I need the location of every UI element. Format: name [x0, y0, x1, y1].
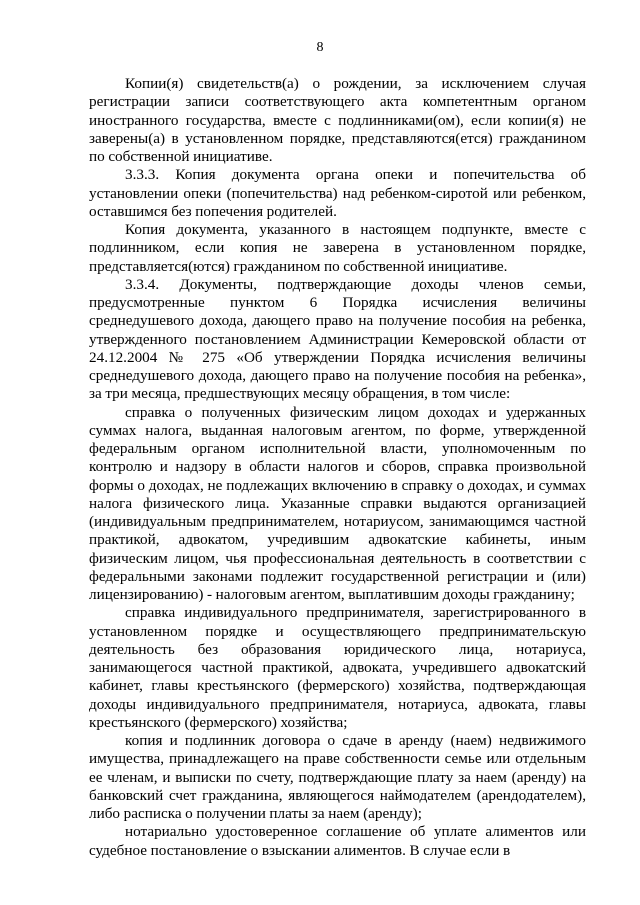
paragraph-income-certificate: справка о полученных физическим лицом доходах и удержанных суммах налога, выданная налоговым агентом, по форме, утвержденной федеральным органом исполнительной власти, уполномоченным по контролю и надзору в области налогов и сборов, справка произвольной формы о доходах, не подлежащих включению в справку о доходах, и суммах налога физического лица. Указанные справки выдаются организацией (индивидуальным предпринимателем, нотариусом, занимающимся частной практикой, адвокатом, учредившим адвокатские кабинеты, иным физическим лицом, чья профессиональная деятельность в соответствии с федеральными законами подлежит государственной регистрации и (или) лицензированию) - налоговым агентом, выплатившим доходы гражданину;	[89, 403, 586, 603]
paragraph-birth-certificates: Копии(я) свидетельств(а) о рождении, за исключением случая регистрации записи соответствующего акта компетентным органом иностранного государства, вместе с подлинниками(ом), если копии(я) не заверены(а) в установленном порядке, представляются(ется) гражданином по собственной инициативе.	[89, 75, 586, 165]
paragraph-entrepreneur-certificate: справка индивидуального предпринимателя, зарегистрированного в установленном порядке и осуществляющего предпринимательскую деятельность без образования юридического лица, нотариуса, занимающегося частной практикой, адвоката, учредившего адвокатский кабинет, главы крестьянского (фермерского) хозяйства, подтверждающая доходы индивидуального предпринимателя, нотариуса, адвоката, главы крестьянского (фермерского) хозяйства;	[89, 604, 586, 731]
paragraph-guardianship-copy: Копия документа, указанного в настоящем подпункте, вместе с подлинником, если копия не заверена в установленном порядке, представляется(ются) гражданином по собственной инициативе.	[89, 221, 586, 275]
document-body	[89, 75, 586, 860]
paragraph-3-3-3: 3.3.3. Копия документа органа опеки и попечительства об установлении опеки (попечительства) над ребенком-сиротой или ребенком, оставшимся без попечения родителей.	[89, 166, 586, 220]
paragraph-3-3-4: 3.3.4. Документы, подтверждающие доходы членов семьи, предусмотренные пунктом 6 Порядка исчисления величины среднедушевого дохода, дающего право на получение пособия на ребенка, утвержденного постановлением Администрации Кемеровской области от 24.12.2004 № 275 «Об утверждении Порядка исчисления величины среднедушевого дохода, дающего право на получение пособия на ребенка», за три месяца, предшествующих месяцу обращения, в том числе:	[89, 275, 586, 403]
paragraph-alimony-agreement: нотариально удостоверенное соглашение об уплате алиментов или судебное постановление о взыскании алиментов. В случае если в	[89, 823, 586, 859]
paragraph-rental-contract: копия и подлинник договора о сдаче в аренду (наем) недвижимого имущества, принадлежащего на праве собственности семье или отдельным ее членам, и выписки по счету, подтверждающие плату за наем (аренду) на банковский счет гражданина, являющегося наймодателем (арендодателем), либо расписка о получении платы за наем (аренду);	[89, 732, 586, 822]
page-number: 8	[316, 40, 324, 55]
